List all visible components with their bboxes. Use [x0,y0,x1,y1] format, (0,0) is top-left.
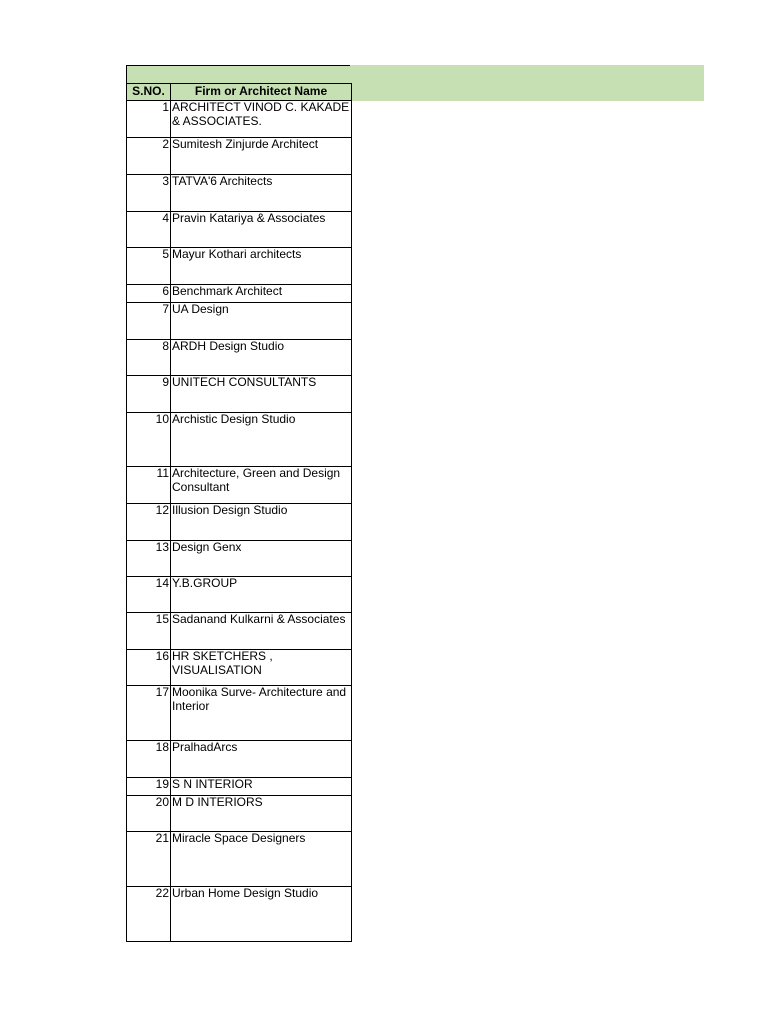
row-sno: 8 [127,340,171,376]
row-firm-name: ARDH Design Studio [171,340,352,376]
table-row [127,175,352,212]
row-firm-name: Archistic Design Studio [171,413,352,467]
table-row [127,467,352,504]
table-row [127,778,352,796]
row-sno: 11 [127,467,171,504]
table-row [127,138,352,175]
row-sno: 22 [127,887,171,942]
row-sno: 18 [127,741,171,778]
row-firm-name: UA Design [171,303,352,340]
table-row [127,832,352,887]
title-row [126,65,350,83]
header-sno: S.NO. [127,84,171,101]
row-firm-name: Moonika Surve- Architecture and Interior [171,686,352,741]
row-firm-name: Illusion Design Studio [171,504,352,541]
firm-table [126,83,352,942]
row-sno: 4 [127,212,171,248]
row-sno: 13 [127,541,171,577]
table-row [127,686,352,741]
table-row [127,541,352,577]
row-firm-name: Urban Home Design Studio [171,887,352,942]
spreadsheet [126,65,350,942]
row-firm-name: S N INTERIOR [171,778,352,796]
table-row [127,340,352,376]
row-firm-name: Miracle Space Designers [171,832,352,887]
row-sno: 2 [127,138,171,175]
row-sno: 21 [127,832,171,887]
table-row [127,741,352,778]
row-sno: 17 [127,686,171,741]
row-firm-name: Sumitesh Zinjurde Architect [171,138,352,175]
table-row [127,796,352,832]
row-firm-name: Sadanand Kulkarni & Associates [171,613,352,650]
table-row [127,376,352,413]
row-sno: 20 [127,796,171,832]
row-firm-name: PralhadArcs [171,741,352,778]
row-sno: 14 [127,577,171,613]
row-sno: 3 [127,175,171,212]
row-sno: 6 [127,285,171,303]
table-row [127,285,352,303]
row-firm-name: Design Genx [171,541,352,577]
row-sno: 9 [127,376,171,413]
table-row [127,101,352,138]
row-firm-name: Mayur Kothari architects [171,248,352,285]
header-row [127,84,352,101]
row-firm-name: Architecture, Green and Design Consultant [171,467,352,504]
header-firm-name: Firm or Architect Name [171,84,352,101]
row-firm-name: Y.B.GROUP [171,577,352,613]
row-firm-name: UNITECH CONSULTANTS [171,376,352,413]
row-firm-name: Benchmark Architect [171,285,352,303]
row-firm-name: HR SKETCHERS , VISUALISATION [171,650,352,686]
row-sno: 19 [127,778,171,796]
row-sno: 1 [127,101,171,138]
row-firm-name: M D INTERIORS [171,796,352,832]
row-sno: 5 [127,248,171,285]
row-firm-name: ARCHITECT VINOD C. KAKADE & ASSOCIATES. [171,101,352,138]
table-body [127,101,352,942]
table-row [127,303,352,340]
table-row [127,577,352,613]
table-row [127,887,352,942]
row-sno: 16 [127,650,171,686]
table-row [127,650,352,686]
row-sno: 15 [127,613,171,650]
row-sno: 7 [127,303,171,340]
row-firm-name: Pravin Katariya & Associates [171,212,352,248]
table-row [127,212,352,248]
row-sno: 10 [127,413,171,467]
row-sno: 12 [127,504,171,541]
table-row [127,504,352,541]
table-row [127,413,352,467]
row-firm-name: TATVA'6 Architects [171,175,352,212]
table-row [127,613,352,650]
table-row [127,248,352,285]
